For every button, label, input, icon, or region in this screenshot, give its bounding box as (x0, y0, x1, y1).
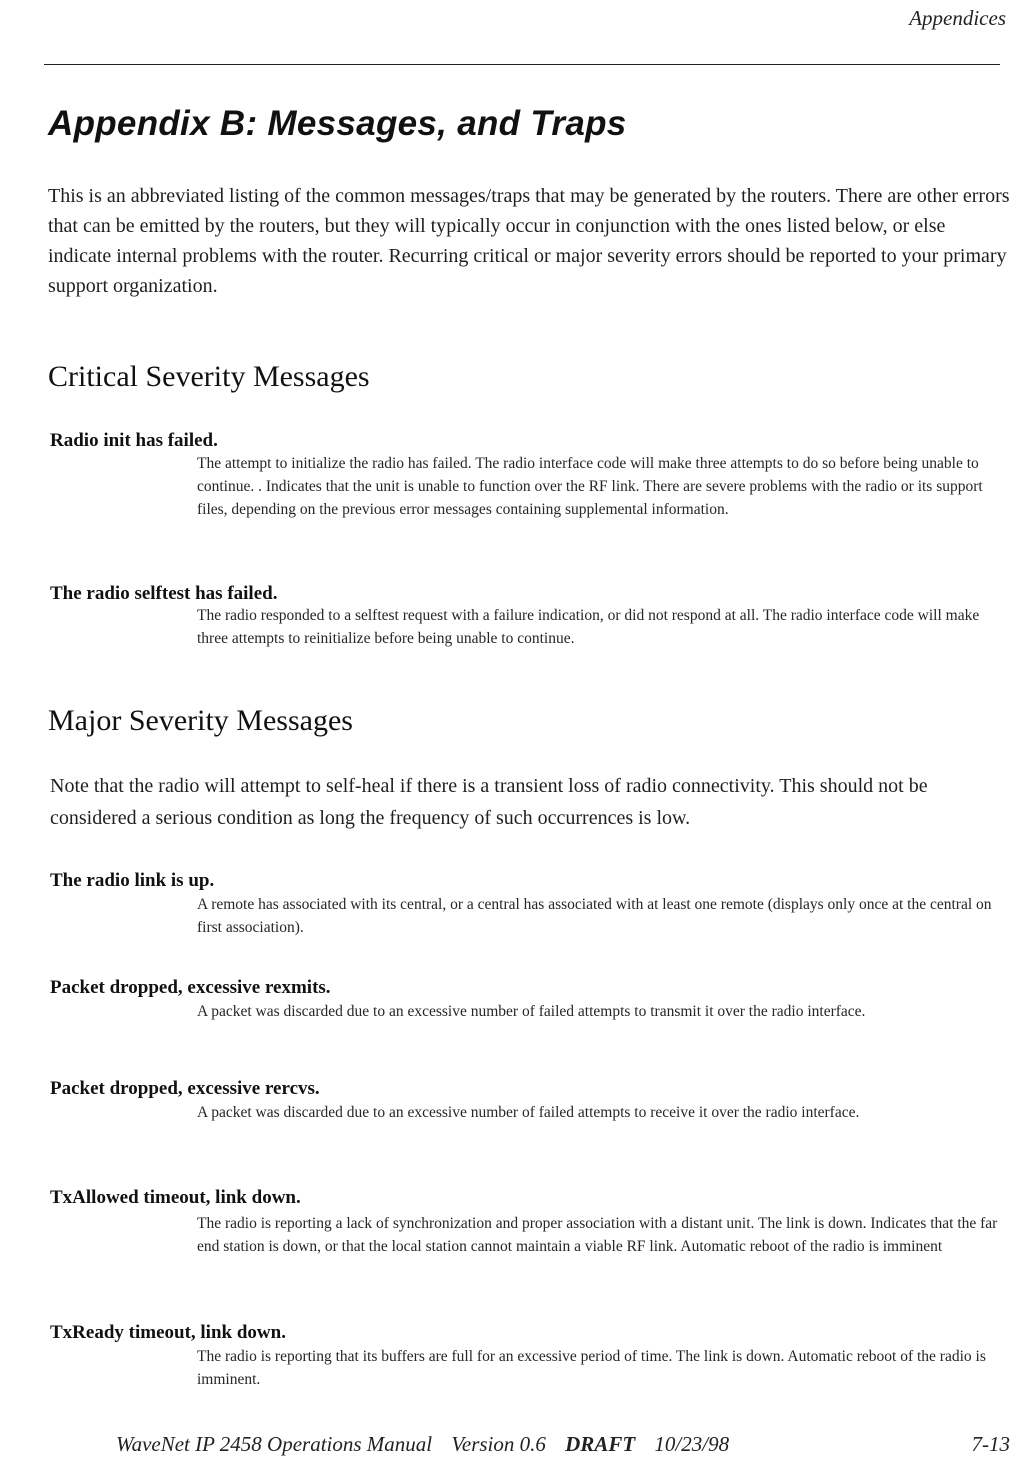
message-title-radio-init-failed: Radio init has failed. (50, 430, 218, 451)
footer-manual-title: WaveNet IP 2458 Operations Manual (116, 1432, 433, 1456)
message-title-txallowed-timeout: TxAllowed timeout, link down. (50, 1187, 301, 1208)
message-desc-radio-init-failed: The attempt to initialize the radio has failed. The radio interface code will make three attempts to do so before being unable to continue. . Indicates that the unit is unable to function over the RF link. There are severe problems with the radio or its support files, depending on the previous error messages containing supplemental information. (197, 455, 983, 518)
footer-version: Version 0.6 (451, 1432, 546, 1456)
message-desc-excessive-rexmits: A packet was discarded due to an excessive number of failed attempts to transmit it over the radio interface. (197, 1003, 866, 1020)
message-title-link-up: The radio link is up. (50, 870, 215, 891)
intro-paragraph: This is an abbreviated listing of the common messages/traps that may be generated by the routers. There are other errors that can be emitted by the routers, but they will typically occur in conjunction with the ones listed below, or else indicate internal problems with the router. Recurring critical or major severity errors should be reported to your primary support organization. (48, 185, 1010, 297)
page-footer (116, 1432, 743, 1457)
message-desc-excessive-rercvs: A packet was discarded due to an excessive number of failed attempts to receive it over the radio interface. (197, 1104, 860, 1121)
message-desc-link-up: A remote has associated with its central, or a central has associated with at least one remote (displays only once at the central on first association). (197, 896, 992, 936)
page-number: 7-13 (971, 1432, 1010, 1456)
footer-date: 10/23/98 (654, 1432, 730, 1456)
major-note-paragraph: Note that the radio will attempt to self-heal if there is a transient loss of radio connectivity. This should not be considered a serious condition as long the frequency of such occurrences is low. (50, 775, 928, 829)
major-section-heading: Major Severity Messages (48, 704, 353, 737)
footer-draft-label: DRAFT (565, 1432, 636, 1456)
message-title-excessive-rexmits: Packet dropped, excessive rexmits. (50, 977, 331, 998)
message-desc-selftest-failed: The radio responded to a selftest request with a failure indication, or did not respond at all. The radio interface code will make three attempts to reinitialize before being unable to continue. (197, 607, 980, 647)
critical-section-heading: Critical Severity Messages (48, 360, 370, 393)
message-title-excessive-rercvs: Packet dropped, excessive rercvs. (50, 1078, 320, 1099)
appendix-title: Appendix B: Messages, and Traps (48, 104, 627, 143)
message-title-txready-timeout: TxReady timeout, link down. (50, 1322, 286, 1343)
message-desc-txallowed-timeout: The radio is reporting a lack of synchronization and proper association with a distant unit. The link is down. Indicates that the far end station is down, or that the local station cannot maintain a viable RF link. Automatic reboot of the radio is imminent (197, 1215, 998, 1255)
message-desc-txready-timeout: The radio is reporting that its buffers are full for an excessive period of time. The link is down. Automatic reboot of the radio is imminent. (197, 1348, 986, 1388)
header-rule (44, 64, 1000, 65)
running-head: Appendices (909, 6, 1006, 30)
message-title-selftest-failed: The radio selftest has failed. (50, 583, 278, 604)
